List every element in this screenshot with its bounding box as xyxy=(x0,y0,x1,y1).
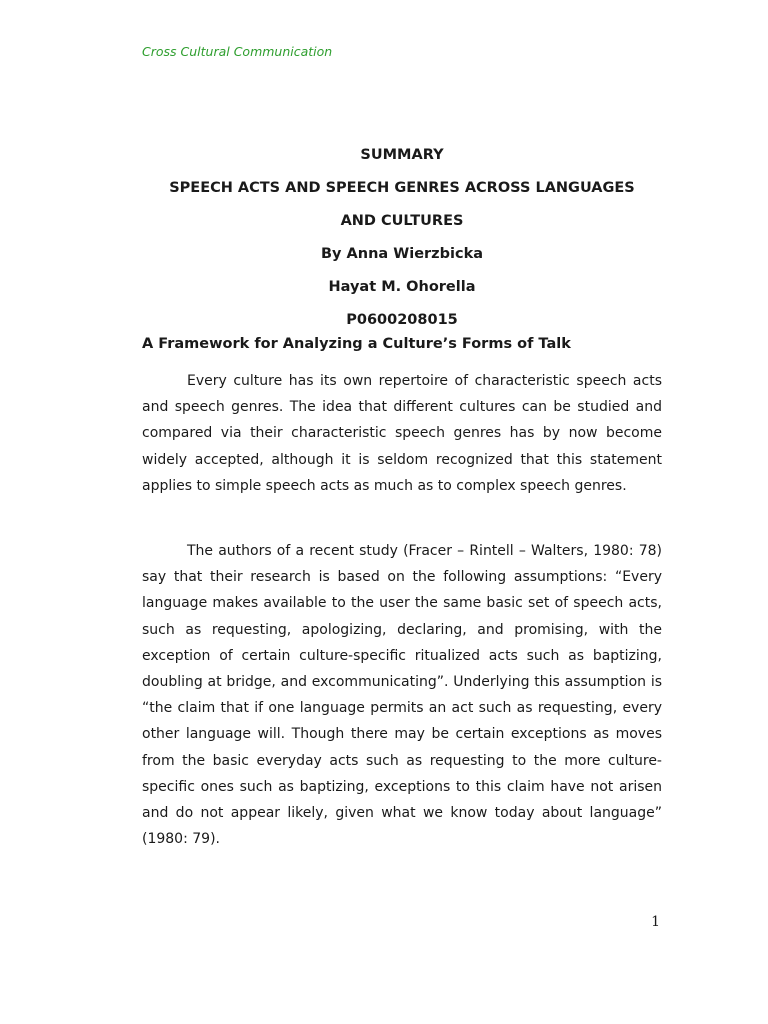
student-id: P0600208015 xyxy=(346,312,458,328)
section-heading: A Framework for Analyzing a Culture’s Forms of Talk xyxy=(142,336,571,352)
body-paragraph: Every culture has its own repertoire of characteristic speech acts and speech genres. The idea that different cultures can be studied and compared via their characteristic speech genres has by now become widely accepted, although it is seldom recognized that this statement applies to simple speech acts as much as to complex speech genres. xyxy=(142,373,662,494)
title-block xyxy=(142,139,662,337)
author-line: By Anna Wierzbicka xyxy=(320,246,483,262)
body-paragraph-1-container xyxy=(142,368,662,511)
summary-label: SUMMARY xyxy=(360,147,444,163)
running-header: Cross Cultural Communication xyxy=(142,44,333,59)
body-paragraph-2-container xyxy=(142,538,662,864)
title-line-1: SPEECH ACTS AND SPEECH GENRES ACROSS LANGUAGES xyxy=(169,180,635,196)
title-line-2: AND CULTURES xyxy=(340,213,464,229)
page-number: 1 xyxy=(651,914,660,930)
student-name: Hayat M. Ohorella xyxy=(328,279,476,295)
body-paragraph: The authors of a recent study (Fracer – Rintell – Walters, 1980: 78) say that their research is based on the following assumptions: “Every language makes available to the user the same basic set of speech acts, such as requesting, apologizing, declaring, and promising, with the exception of certain culture-specific ritualized acts such as baptizing, doubling at bridge, and excommunicating”. Underlying this assumption is “the claim that if one language permits an act such as requesting, every other language will. Though there may be certain exceptions as moves from the basic everyday acts such as requesting to the more culture-specific ones such as baptizing, exceptions to this claim have not arisen and do not appear likely, given what we know today about language” (1980: 79). xyxy=(142,543,662,848)
